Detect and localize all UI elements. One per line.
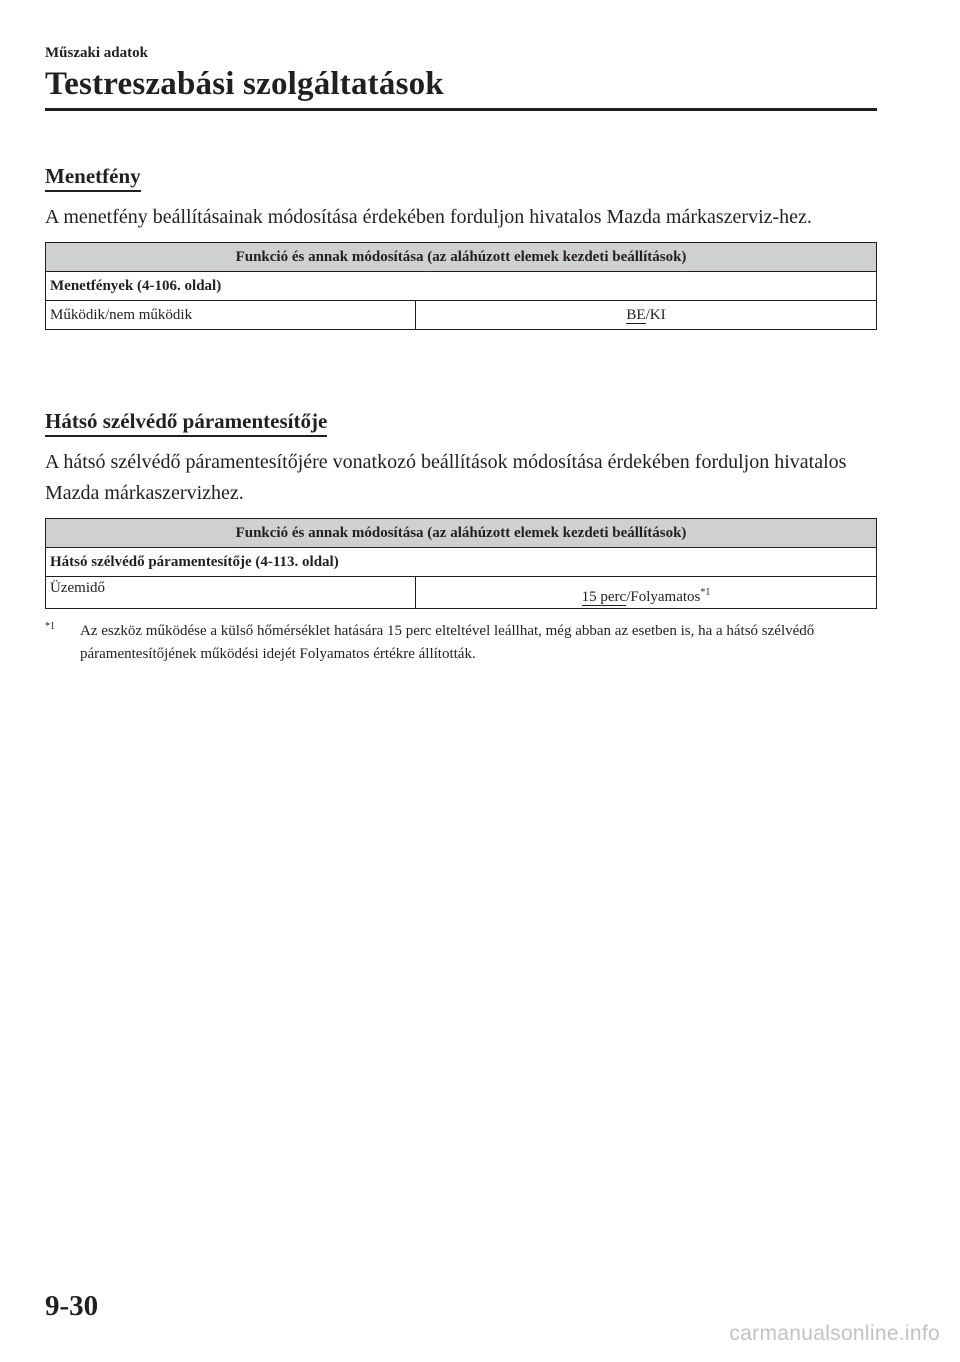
page-number: 9-30 — [45, 1290, 99, 1322]
chapter-label: Műszaki adatok — [45, 45, 148, 61]
setting-name: Üzemidő — [46, 577, 416, 609]
setting-name: Működik/nem működik — [46, 301, 416, 330]
page-title: Testreszabási szolgáltatások — [45, 66, 444, 102]
table-header-cell: Funkció és annak módosítása (az aláhúzott elemek kezdeti beállítások) — [46, 243, 877, 272]
setting-value — [416, 577, 877, 609]
value-separator: / — [626, 589, 631, 605]
footnote — [45, 620, 877, 666]
footnote-text: Az eszköz működése a külső hőmérséklet hatására 15 perc elteltével leállhat, még abban az esetben is, ha a hátsó szélvédő páramentesítőjének működési idejét Folyamatos értékre állították. — [80, 623, 815, 662]
table-row — [46, 301, 877, 330]
alternate-value: Folyamatos — [630, 589, 701, 605]
table-row — [46, 577, 877, 609]
title-rule — [45, 108, 877, 111]
default-value: 15 perc — [581, 589, 627, 605]
table-header-row — [46, 519, 877, 548]
watermark: carmanualsonline.info — [729, 1322, 940, 1345]
setting-value — [416, 301, 877, 330]
table-header-cell: Funkció és annak módosítása (az aláhúzott elemek kezdeti beállítások) — [46, 519, 877, 548]
table-group-row — [46, 272, 877, 301]
table-group-cell: Menetfények (4-106. oldal) — [46, 272, 877, 301]
section-running-light — [45, 163, 877, 330]
section-text: A hátsó szélvédő páramentesítőjére vonatkozó beállítások módosítása érdekében forduljon hivatalos Mazda márkaszervizhez. — [45, 451, 847, 504]
section-heading: Hátsó szélvédő páramentesítője — [45, 408, 327, 437]
footnote-symbol: *1 — [45, 621, 55, 632]
footnote-mark — [45, 620, 55, 643]
value-separator: / — [645, 306, 650, 323]
footnote-reference: *1 — [700, 587, 711, 598]
settings-table — [45, 518, 877, 609]
table-group-row — [46, 548, 877, 577]
section-rear-defroster — [45, 408, 877, 609]
default-value: BE — [626, 306, 646, 323]
table-group-cell: Hátsó szélvédő páramentesítője (4-113. oldal) — [46, 548, 877, 577]
section-text: A menetfény beállításainak módosítása érdekében forduljon hivatalos Mazda márkaszerviz-hez. — [45, 206, 812, 228]
alternate-value: KI — [649, 306, 666, 323]
settings-table — [45, 242, 877, 330]
table-header-row — [46, 243, 877, 272]
section-heading: Menetfény — [45, 163, 141, 192]
page-header — [45, 44, 877, 104]
